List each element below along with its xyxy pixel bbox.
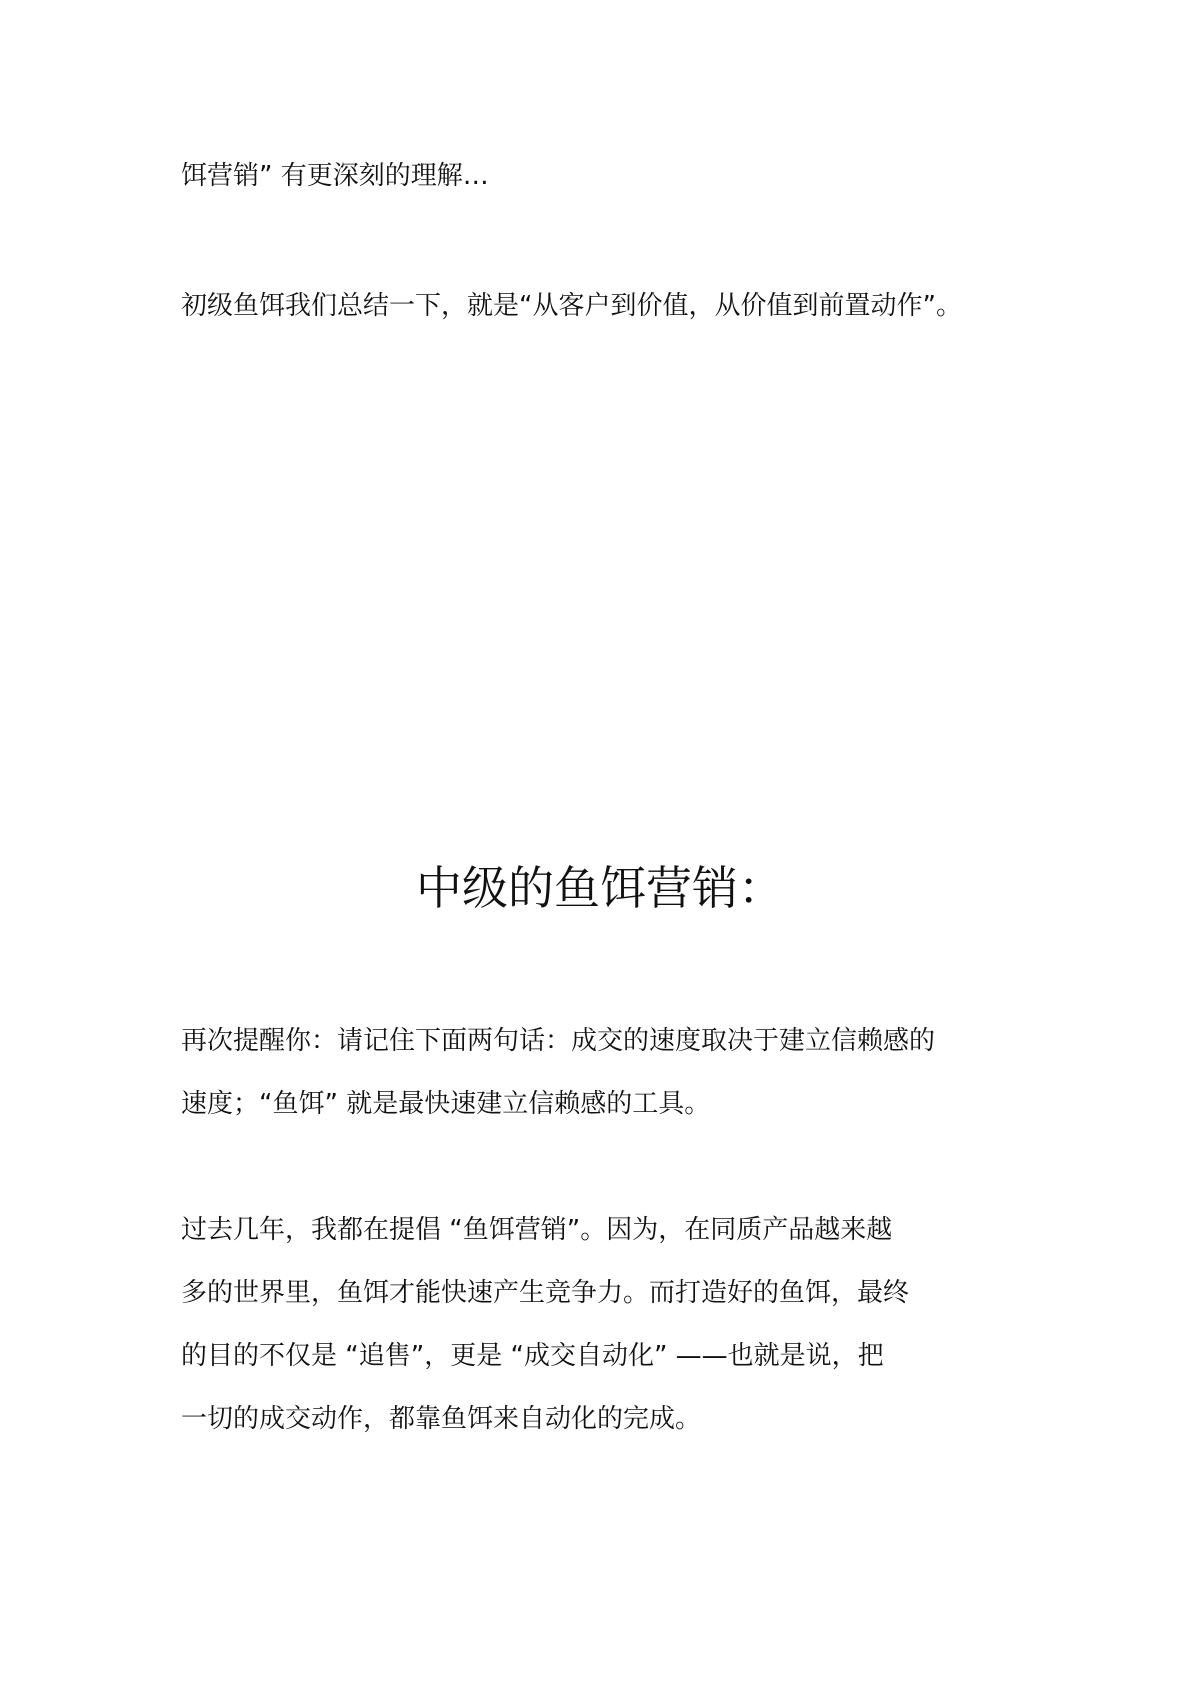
paragraph-line: 多的世界里，鱼饵才能快速产生竞争力。而打造好的鱼饵，最终 — [181, 1278, 910, 1308]
body-paragraph — [181, 1199, 1029, 1451]
paragraph-line: 速度；“鱼饵” 就是最快速建立信赖感的工具。 — [181, 1089, 711, 1119]
paragraph-line: 的目的不仅是 “追售”，更是 “成交自动化” ——也就是说，把 — [181, 1341, 884, 1371]
section-heading: 中级的鱼饵营销： — [416, 861, 784, 915]
reminder-paragraph — [181, 1010, 1029, 1136]
paragraph-line: 初级鱼饵我们总结一下，就是“从客户到价值，从价值到前置动作”。 — [181, 291, 962, 321]
paragraph-line: 再次提醒你：请记住下面两句话：成交的速度取决于建立信赖感的 — [181, 1026, 936, 1056]
paragraph-line: 饵营销” 有更深刻的理解… — [181, 161, 489, 191]
intro-tail-paragraph — [181, 145, 1029, 208]
paragraph-line: 过去几年，我都在提倡 “鱼饵营销”。因为，在同质产品越来越 — [181, 1215, 893, 1245]
paragraph-line: 一切的成交动作，都靠鱼饵来自动化的完成。 — [181, 1404, 702, 1434]
summary-paragraph — [181, 275, 1029, 338]
